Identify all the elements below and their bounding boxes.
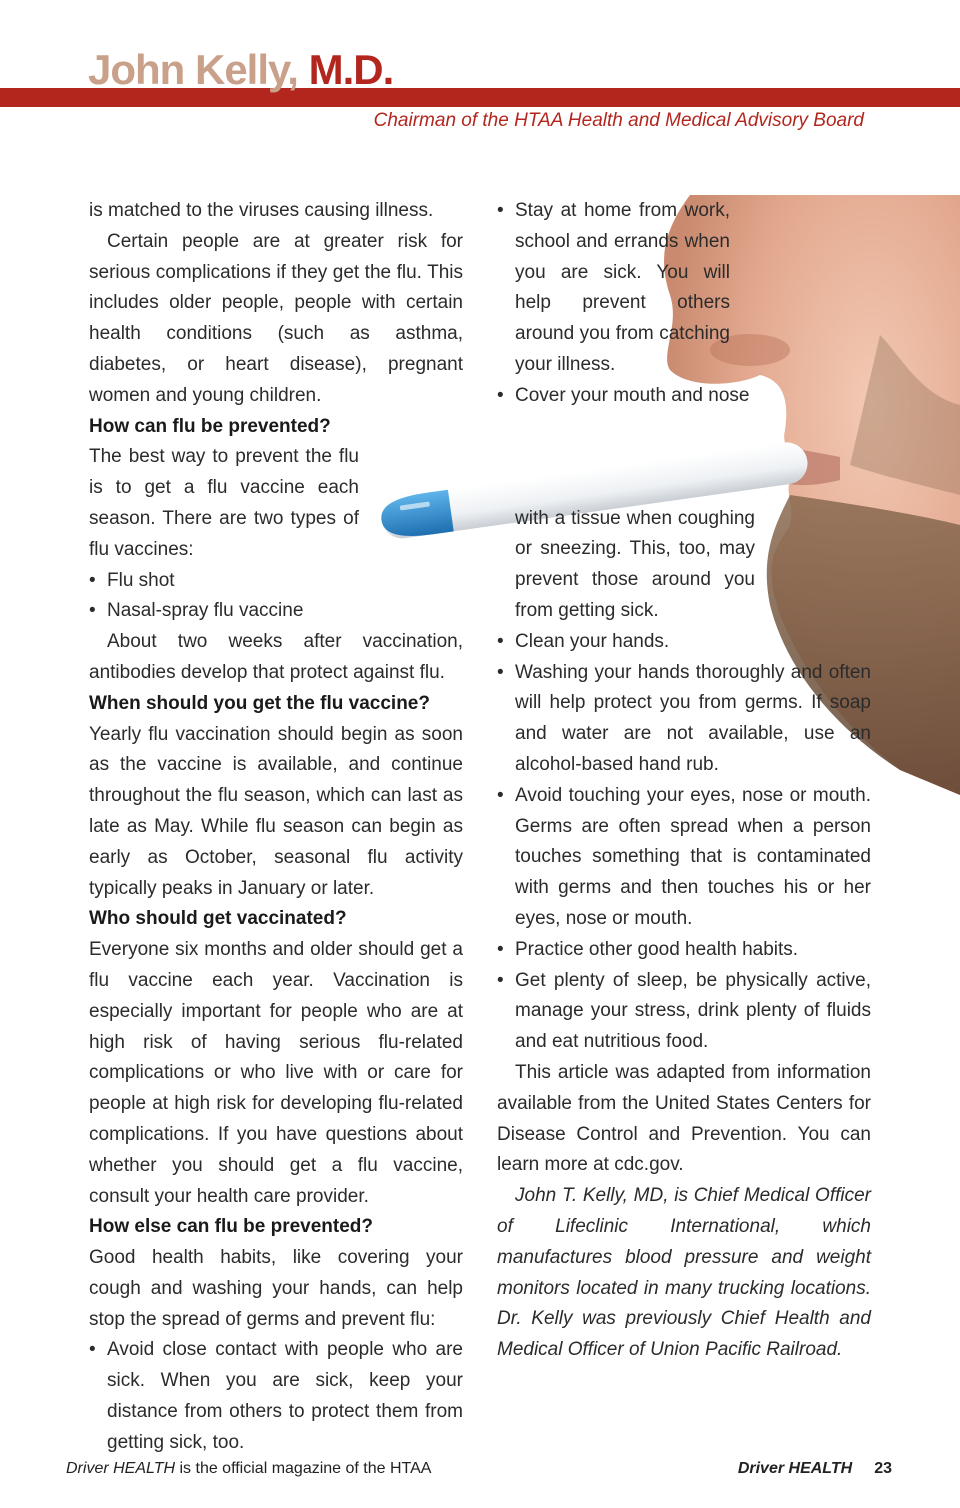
- magazine-name: Driver HEALTH: [66, 1460, 176, 1477]
- author-bio: John T. Kelly, MD, is Chief Medical Officer of Lifeclinic International, which manufactures blood pressure and weight monitors located in many trucking locations. Dr. Kelly was previously Chief Health and Medical Officer of Union Pacific Railroad.: [497, 1185, 871, 1361]
- list-item: • Avoid close contact with people who are sick. When you are sick, keep your distance from others to protect them from getting sick, too.: [89, 1335, 463, 1458]
- paragraph: is matched to the viruses causing illness.: [89, 200, 434, 221]
- left-column: [89, 196, 463, 1459]
- paragraph: Good health habits, like covering your cough and washing your hands, can help stop the spread of germs and prevent flu:: [89, 1247, 463, 1330]
- author-title: Chairman of the HTAA Health and Medical Advisory Board: [373, 110, 864, 131]
- right-column: [497, 196, 871, 1366]
- paragraph: Everyone six months and older should get a flu vaccine each year. Vaccination is especially important for people who are at high risk of having serious flu-related complications or who live with or care for people at high risk for developing flu-related complications. If you have questions about whether you should get a flu vaccine, consult your health care provider.: [89, 939, 463, 1207]
- footer-text: is the official magazine of the HTAA: [175, 1460, 432, 1477]
- list-item: • Clean your hands.: [497, 627, 871, 658]
- list-item: • Stay at home from work, school and errands when you are sick. You will help prevent others around you from catching your illness.: [497, 196, 730, 381]
- paragraph: This article was adapted from information available from the United States Centers for Disease Control and Prevention. You can learn more at cdc.gov.: [497, 1061, 871, 1176]
- author-name: [88, 46, 393, 94]
- section-heading: How can flu be prevented?: [89, 415, 331, 437]
- list-item: • Cover your mouth and nose: [497, 381, 785, 412]
- list-item: • Avoid touching your eyes, nose or mouth. Germs are often spread when a person touches something that is contaminated with germs and then touches his or her eyes, nose or mouth.: [497, 781, 871, 935]
- list-item: • Flu shot: [89, 566, 463, 597]
- paragraph: The best way to prevent the flu is to get a flu vaccine each season. There are two types of flu vaccines:: [89, 446, 359, 560]
- section-heading: How else can flu be prevented?: [89, 1216, 374, 1238]
- tips-list: [89, 1335, 463, 1458]
- list-item: • Practice other good health habits.: [497, 935, 871, 966]
- paragraph: Yearly flu vaccination should begin as soon as the vaccine is available, and continue throughout the flu season, which can last as late as May. While flu season can begin as early as October, seasonal flu activity typically peaks in January or later.: [89, 723, 463, 899]
- footer-tagline: [66, 1460, 431, 1478]
- author-name-suffix: M.D.: [308, 46, 394, 93]
- list-item-text: with a tissue when coughing or sneezing. This, too, may prevent those around you from getting sick.: [515, 507, 755, 621]
- tips-list: [497, 196, 871, 412]
- list-item: • Nasal-spray flu vaccine: [89, 596, 463, 627]
- section-heading: When should you get the flu vaccine?: [89, 692, 430, 714]
- image-gap: [497, 412, 871, 504]
- vaccine-list: [89, 566, 463, 628]
- paragraph: Certain people are at greater risk for serious complications if they get the flu. This includes older people, people with certain health conditions (such as asthma, diabetes, or heart disease), pregnant women and young children.: [89, 230, 463, 406]
- list-item: • Washing your hands thoroughly and often will help protect you from germs. If soap and water are not available, use an alcohol-based hand rub.: [497, 658, 871, 781]
- footer-page-info: [738, 1460, 892, 1478]
- tips-list: [497, 504, 871, 1058]
- list-item-continued: [497, 504, 755, 627]
- section-heading: Who should get vaccinated?: [89, 908, 347, 930]
- author-name-first: John Kelly,: [88, 46, 309, 93]
- paragraph: About two weeks after vaccination, antibodies develop that protect against flu.: [89, 631, 463, 683]
- list-item: • Get plenty of sleep, be physically active, manage your stress, drink plenty of fluids and eat nutritious food.: [497, 966, 871, 1058]
- page-number: 23: [874, 1460, 892, 1477]
- magazine-name: Driver HEALTH: [737, 1460, 853, 1477]
